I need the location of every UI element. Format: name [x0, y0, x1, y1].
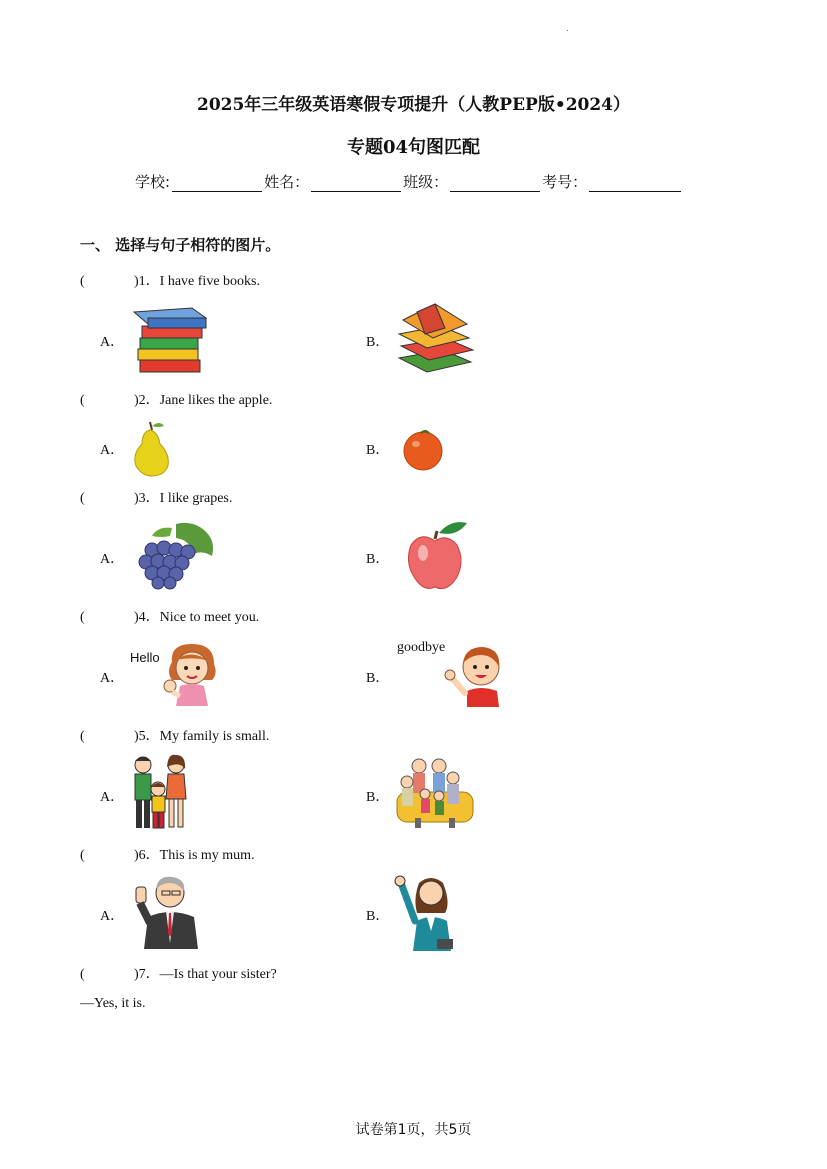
answer-bracket-open[interactable]: ( [80, 848, 85, 863]
question-text: 6．This is my mum. [138, 848, 255, 863]
pear-icon[interactable] [128, 418, 172, 478]
option-b-label: B． [366, 552, 390, 567]
option-b-label: B． [366, 909, 390, 924]
question-6 [80, 844, 255, 864]
option-a-label: A． [100, 671, 125, 686]
boy-waving-icon[interactable] [443, 643, 505, 707]
header-dot: . [566, 24, 569, 34]
exam-number-blank[interactable] [589, 173, 681, 192]
stacked-books-colorful-icon[interactable] [395, 298, 477, 378]
name-blank[interactable] [311, 173, 401, 192]
answer-bracket-close: ) [134, 848, 139, 863]
woman-waving-icon[interactable] [395, 873, 461, 951]
question-text: 7．—Is that your sister? [138, 967, 277, 982]
answer-bracket-close: ) [134, 967, 139, 982]
question-4 [80, 606, 259, 626]
goodbye-caption: goodbye [397, 640, 446, 655]
orange-icon[interactable] [401, 427, 445, 471]
answer-bracket-open[interactable]: ( [80, 491, 85, 506]
grapes-icon[interactable] [132, 520, 220, 590]
question-5 [80, 725, 269, 745]
option-b-label: B． [366, 790, 390, 805]
man-thumbs-up-icon[interactable] [130, 873, 202, 951]
question-3 [80, 487, 232, 507]
question-7-answer: —Yes, it is. [80, 996, 146, 1011]
answer-bracket-close: ) [134, 274, 139, 289]
option-b-label: B． [366, 335, 390, 350]
question-text: 2．Jane likes the apple. [138, 393, 273, 408]
page-title: 2025年三年级英语寒假专项提升（人教PEP版•2024） [196, 95, 631, 115]
girl-waving-icon[interactable] [158, 640, 224, 708]
answer-bracket-open[interactable]: ( [80, 393, 85, 408]
answer-bracket-close: ) [134, 610, 139, 625]
stacked-books-blue-icon[interactable] [130, 306, 210, 376]
question-text: 5．My family is small. [138, 729, 270, 744]
answer-bracket-open[interactable]: ( [80, 274, 85, 289]
option-b-label: B． [366, 671, 390, 686]
question-text: 3．I like grapes. [138, 491, 233, 506]
option-a-label: A． [100, 909, 125, 924]
apple-icon[interactable] [405, 519, 469, 593]
question-text: 1．I have five books. [138, 274, 260, 289]
option-b-label: B． [366, 443, 390, 458]
big-family-icon[interactable] [395, 756, 475, 830]
exam-number-label: 考号： [542, 173, 588, 191]
answer-bracket-open[interactable]: ( [80, 729, 85, 744]
page-subtitle: 专题04句图匹配 [346, 137, 481, 158]
class-label: 班级： [403, 173, 449, 191]
option-a-label: A． [100, 552, 125, 567]
school-blank[interactable] [172, 173, 262, 192]
option-a-label: A． [100, 335, 125, 350]
answer-bracket-open[interactable]: ( [80, 610, 85, 625]
option-a-label: A． [100, 443, 125, 458]
answer-bracket-open[interactable]: ( [80, 967, 85, 982]
question-1 [80, 270, 260, 290]
page-footer: 试卷第1页，共5页 [355, 1122, 472, 1138]
question-text: 4．Nice to meet you. [138, 610, 260, 625]
student-info-row [135, 171, 683, 192]
answer-bracket-close: ) [134, 491, 139, 506]
answer-bracket-close: ) [134, 393, 139, 408]
small-family-icon[interactable] [128, 753, 192, 833]
class-blank[interactable] [450, 173, 540, 192]
section-title: 一、 选择与句子相符的图片。 [80, 236, 281, 254]
question-7 [80, 963, 277, 983]
option-a-label: A． [100, 790, 125, 805]
answer-bracket-close: ) [134, 729, 139, 744]
school-label: 学校: [135, 173, 171, 191]
name-label: 姓名： [264, 173, 310, 191]
question-2 [80, 389, 272, 409]
hello-caption: Hello [130, 650, 160, 665]
